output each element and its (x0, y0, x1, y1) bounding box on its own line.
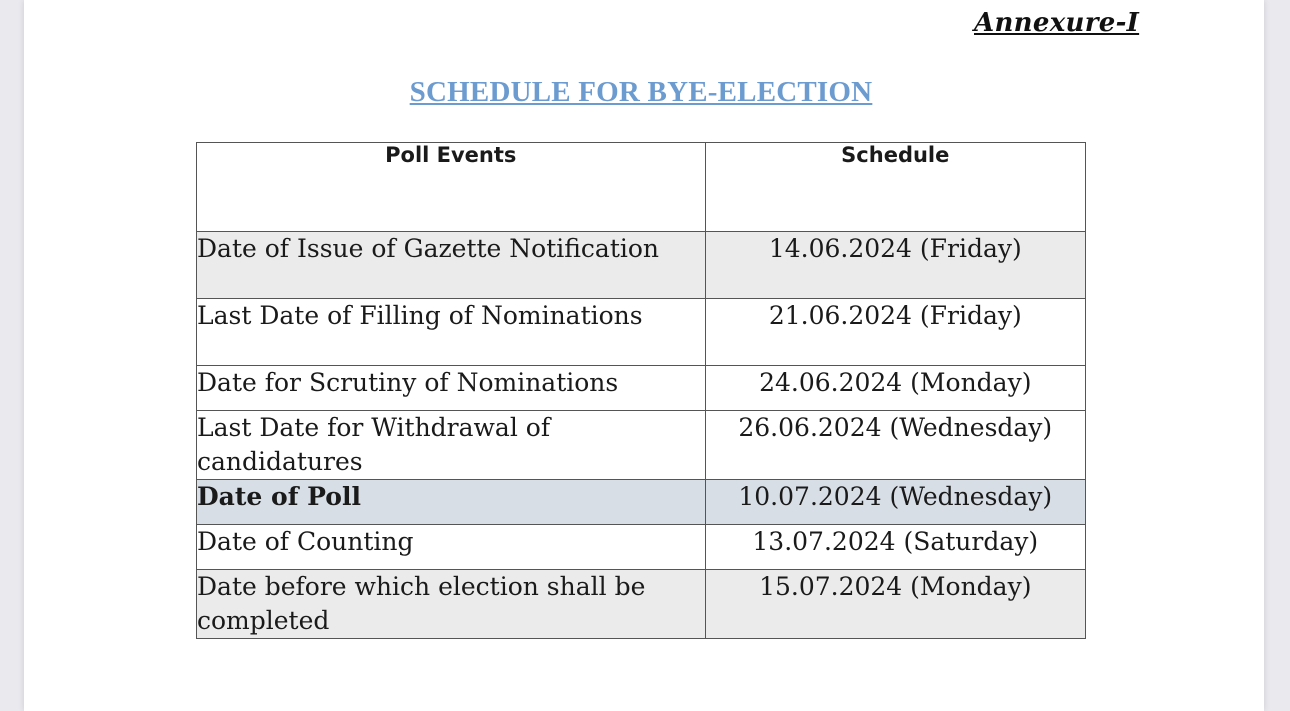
header-schedule: Schedule (705, 143, 1085, 232)
page-title: SCHEDULE FOR BYE-ELECTION (409, 76, 873, 108)
table-row (197, 411, 1086, 480)
date-cell: 10.07.2024 (Wednesday) (705, 480, 1085, 525)
event-cell: Last Date for Withdrawal of candidatures (197, 411, 706, 480)
event-cell: Date for Scrutiny of Nominations (197, 366, 706, 411)
header-poll-events: Poll Events (197, 143, 706, 232)
date-cell: 26.06.2024 (Wednesday) (705, 411, 1085, 480)
table-header-row (197, 143, 1086, 232)
schedule-table (196, 142, 1086, 639)
table-row (197, 525, 1086, 570)
date-cell: 13.07.2024 (Saturday) (705, 525, 1085, 570)
table-row (197, 570, 1086, 639)
annexure-label: Annexure-I (974, 8, 1140, 38)
table-row (197, 299, 1086, 366)
event-cell: Date before which election shall be completed (197, 570, 706, 639)
date-cell: 21.06.2024 (Friday) (705, 299, 1085, 366)
table-row (197, 366, 1086, 411)
table-row (197, 232, 1086, 299)
event-cell: Date of Issue of Gazette Notification (197, 232, 706, 299)
date-cell: 24.06.2024 (Monday) (705, 366, 1085, 411)
date-cell: 15.07.2024 (Monday) (705, 570, 1085, 639)
document-page (24, 0, 1264, 711)
event-cell: Date of Counting (197, 525, 706, 570)
event-cell: Date of Poll (197, 480, 706, 525)
date-cell: 14.06.2024 (Friday) (705, 232, 1085, 299)
event-cell: Last Date of Filling of Nominations (197, 299, 706, 366)
table-row-date-of-poll (197, 480, 1086, 525)
